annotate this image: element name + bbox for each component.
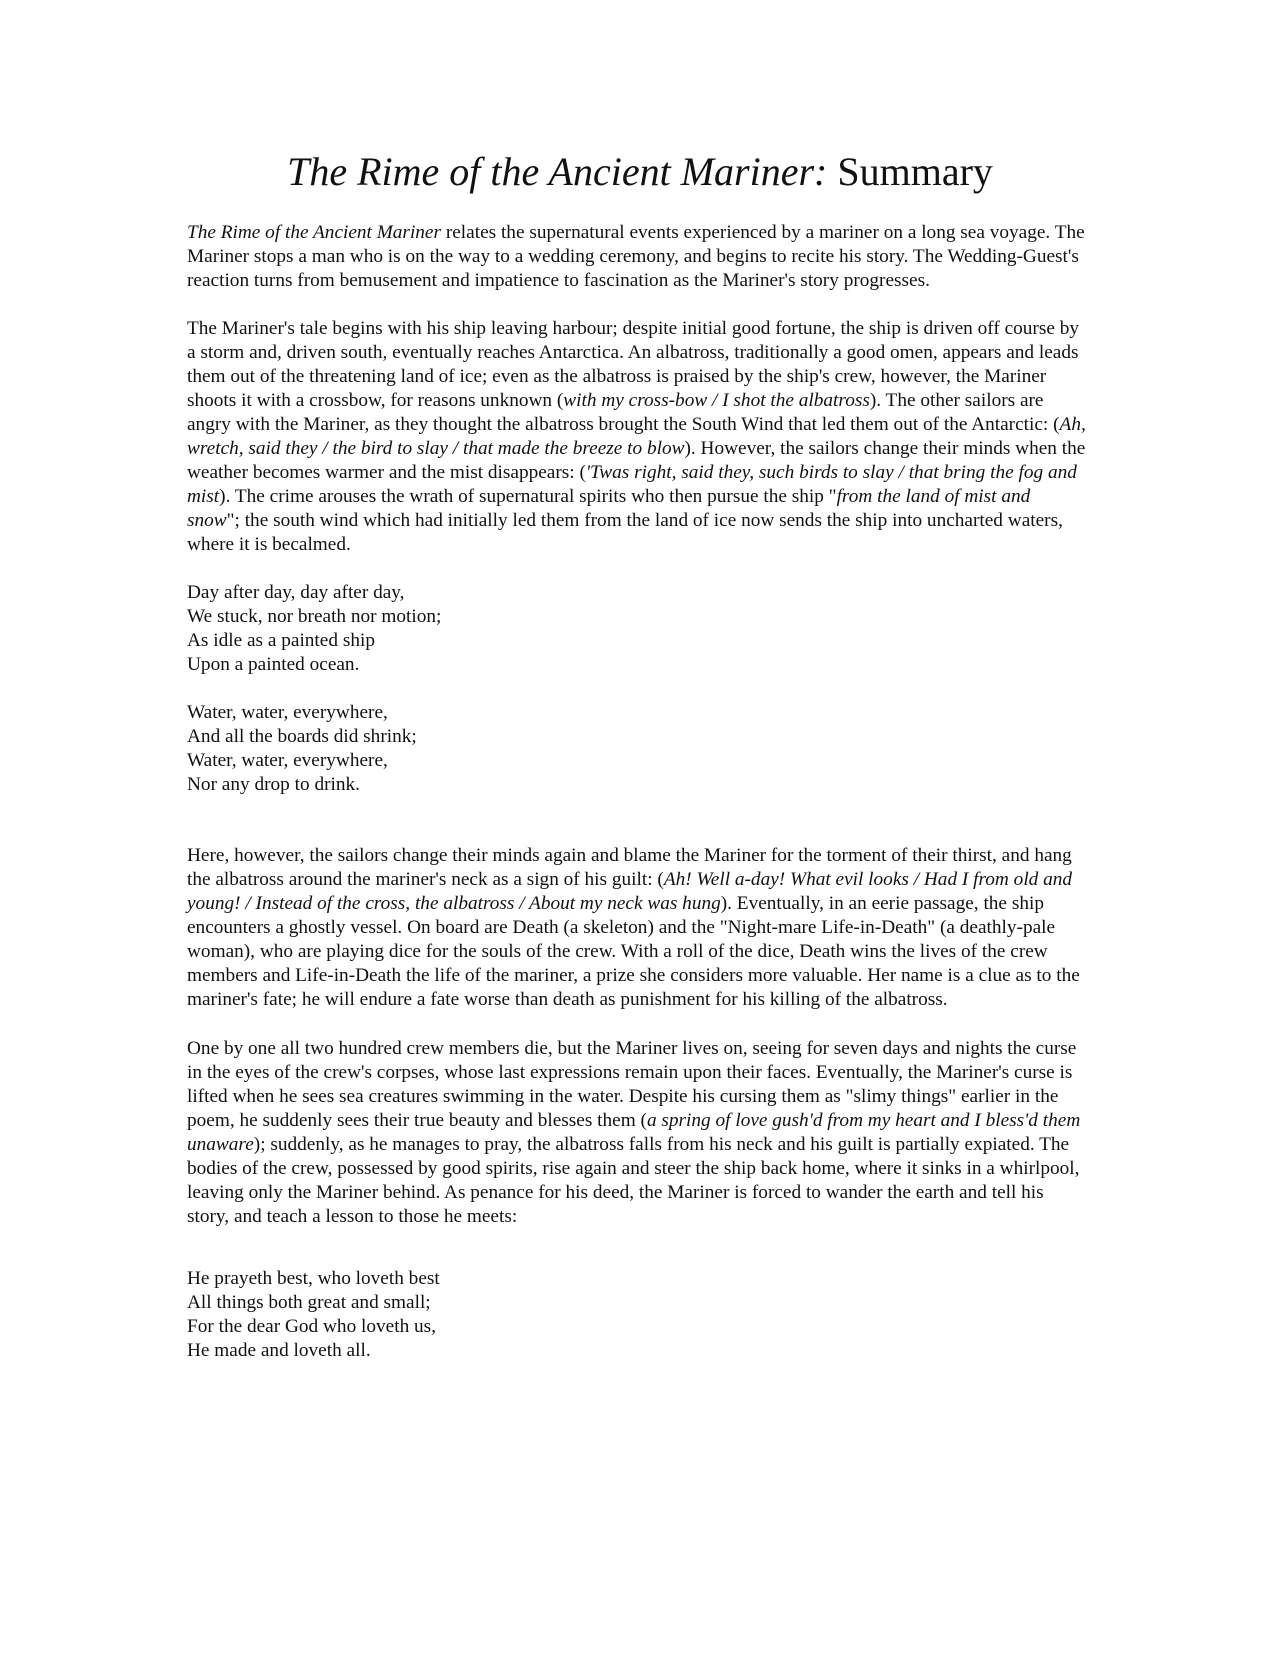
quotation: Ah! Well a-day! What evil looks / Had I from old and young! / Instead of the cross, the albatross / About my neck was hung bbox=[187, 869, 1073, 914]
verse-line: As idle as a painted ship bbox=[187, 630, 375, 651]
verse-line: Upon a painted ocean. bbox=[187, 654, 360, 675]
verse-stanza-becalmed bbox=[187, 581, 1087, 677]
quotation: from the land of mist and snow bbox=[187, 486, 1031, 531]
quotation: 'Twas right, said they, such birds to slay / that bring the fog and mist bbox=[187, 462, 1077, 507]
paragraph-text: ); suddenly, as he manages to pray, the albatross falls from his neck and his guilt is partially expiated. The bodies of the crew, possessed by good spirits, rise again and steer the ship back home, where it sinks in a whirlpool, leaving only the Mariner behind. As penance for his deed, the Mariner is forced to wander the earth and tell his story, and teach a lesson to those he meets: bbox=[187, 1134, 1080, 1227]
quotation: Ah, wretch, said they / the bird to slay / that made the breeze to blow bbox=[187, 414, 1086, 459]
paragraph-text: ). Eventually, in an eerie passage, the ship encounters a ghostly vessel. On board are Death (a skeleton) and the "Night-mare Life-in-Death" (a deathly-pale woman), who are playing dice for the souls of the crew. With a roll of the dice, Death wins the lives of the crew members and Life-in-Death the life of the mariner, a prize she considers more valuable. Her name is a clue as to the mariner's fate; he will endure a fate worse than death as punishment for his killing of the albatross. bbox=[187, 893, 1080, 1010]
quotation: a spring of love gush'd from my heart and I bless'd them unaware bbox=[187, 1110, 1081, 1155]
verse-line: Nor any drop to drink. bbox=[187, 774, 360, 795]
verse-stanza-moral bbox=[187, 1267, 1087, 1363]
paragraph-text: One by one all two hundred crew members die, but the Mariner lives on, seeing for seven days and nights the curse in the eyes of the crew's corpses, whose last expressions remain upon their faces. Eventually, the Mariner's curse is lifted when he sees sea creatures swimming in the water. Despite his cursing them as "slimy things" earlier in the poem, he suddenly sees their true beauty and blesses them ( bbox=[187, 1038, 1077, 1131]
verse-stanza-water bbox=[187, 701, 1087, 797]
paragraph-text: "; the south wind which had initially led them from the land of ice now sends the ship into uncharted waters, where it is becalmed. bbox=[187, 510, 1063, 555]
paragraph-death-ship bbox=[187, 844, 1087, 1012]
paragraph-text: ). The other sailors are angry with the Mariner, as they thought the albatross brought the South Wind that led them out of the Antarctic: ( bbox=[187, 390, 1060, 435]
work-title-reference: The Rime of the Ancient Mariner bbox=[187, 222, 441, 243]
paragraph-text: ). The crime arouses the wrath of supernatural spirits who then pursue the ship " bbox=[219, 486, 837, 507]
verse-line: He prayeth best, who loveth best bbox=[187, 1268, 440, 1289]
paragraph-text: relates the supernatural events experienced by a mariner on a long sea voyage. The Mariner stops a man who is on the way to a wedding ceremony, and begins to recite his story. The Wedding-Guest's reaction turns from bemusement and impatience to fascination as the Mariner's story progresses. bbox=[187, 222, 1085, 291]
verse-line: And all the boards did shrink; bbox=[187, 726, 417, 747]
page-title bbox=[0, 148, 1280, 196]
title-italic: The Rime of the Ancient Mariner: bbox=[287, 149, 828, 194]
verse-line: All things both great and small; bbox=[187, 1292, 431, 1313]
paragraph-voyage bbox=[187, 317, 1087, 557]
verse-line: Water, water, everywhere, bbox=[187, 702, 388, 723]
verse-line: Day after day, day after day, bbox=[187, 582, 405, 603]
paragraph-text: The Mariner's tale begins with his ship leaving harbour; despite initial good fortune, the ship is driven off course by a storm and, driven south, eventually reaches Antarctica. An albatross, traditionally a good omen, appears and leads them out of the threatening land of ice; even as the albatross is praised by the ship's crew, however, the Mariner shoots it with a crossbow, for reasons unknown ( bbox=[187, 318, 1080, 411]
paragraph-intro bbox=[187, 221, 1087, 293]
verse-line: Water, water, everywhere, bbox=[187, 750, 388, 771]
title-plain: Summary bbox=[837, 149, 993, 194]
verse-line: We stuck, nor breath nor motion; bbox=[187, 606, 442, 627]
paragraph-text: ). However, the sailors change their minds when the weather becomes warmer and the mist disappears: ( bbox=[187, 438, 1086, 483]
quotation: with my cross-bow / I shot the albatross bbox=[563, 390, 870, 411]
verse-line: He made and loveth all. bbox=[187, 1340, 371, 1361]
paragraph-text: Here, however, the sailors change their minds again and blame the Mariner for the torment of their thirst, and hang the albatross around the mariner's neck as a sign of his guilt: ( bbox=[187, 845, 1072, 890]
document-body bbox=[187, 221, 1087, 1387]
paragraph-redemption bbox=[187, 1037, 1087, 1229]
verse-line: For the dear God who loveth us, bbox=[187, 1316, 437, 1337]
